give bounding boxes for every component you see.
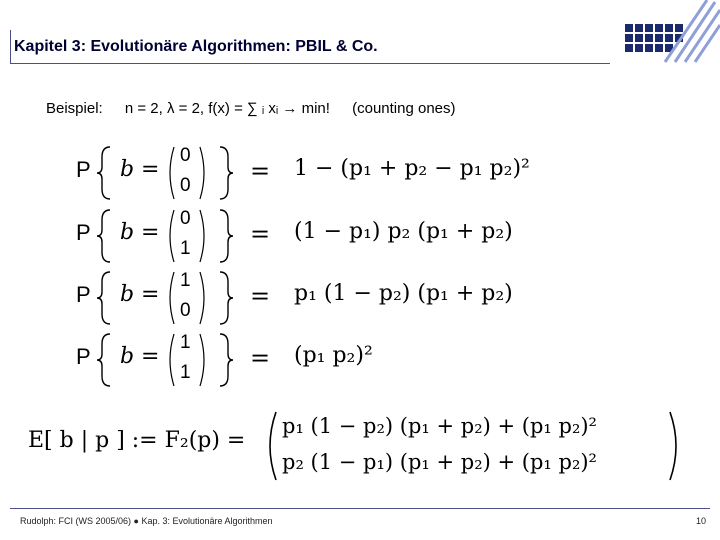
equals-sign: =: [141, 157, 160, 182]
example-note: (counting ones): [352, 100, 456, 117]
equals-sign: =: [250, 282, 271, 310]
expectation-row-2: p₂ (1 − p₁) (p₁ + p₂) + (p₁ p₂)²: [282, 450, 597, 474]
example-label: Beispiel:: [46, 100, 103, 117]
vector-top: 0: [180, 145, 191, 166]
slide-title: Kapitel 3: Evolutionäre Algorithmen: PBIL & Co.: [14, 38, 378, 55]
variable-b: b: [120, 282, 135, 307]
variable-b: b: [120, 157, 135, 182]
footer-rule: [10, 508, 710, 509]
set-braces: [96, 143, 236, 203]
footer-text: Rudolph: FCI (WS 2005/06) ● Kap. 3: Evolutionäre Algorithmen: [20, 516, 273, 526]
probability-expression: p₁ (1 − p₂) (p₁ + p₂): [294, 281, 513, 306]
prob-symbol: P: [76, 220, 91, 245]
vector-bottom: 0: [180, 175, 191, 196]
vector-bottom: 0: [180, 300, 191, 321]
prob-symbol: P: [76, 157, 91, 182]
university-logo-icon: [615, 0, 720, 64]
vector-top: 1: [180, 270, 191, 291]
page-number: 10: [695, 516, 706, 526]
set-braces: [96, 206, 236, 266]
probability-expression: 1 − (p₁ + p₂ − p₁ p₂)²: [294, 156, 530, 181]
equation-row: [0, 206, 720, 266]
vector-bottom: 1: [180, 362, 191, 383]
equation-row: [0, 330, 720, 390]
variable-b: b: [120, 344, 135, 369]
equals-sign: =: [141, 282, 160, 307]
vector-bottom: 1: [180, 238, 191, 259]
probability-expression: (p₁ p₂)²: [294, 343, 373, 368]
expectation-lhs: E[ b | p ] := F₂(p) =: [28, 428, 246, 453]
set-braces: [96, 330, 236, 390]
equals-sign: =: [250, 220, 271, 248]
equals-sign: =: [141, 220, 160, 245]
equals-sign: =: [250, 344, 271, 372]
vector-top: 0: [180, 208, 191, 229]
example-line: [46, 100, 456, 117]
title-frame-left: [10, 30, 11, 64]
set-braces: [96, 268, 236, 328]
prob-symbol: P: [76, 344, 91, 369]
equals-sign: =: [141, 344, 160, 369]
example-params: n = 2, λ = 2, f(x) = ∑ ᵢ xᵢ → min!: [124, 100, 330, 117]
vector-top: 1: [180, 332, 191, 353]
probability-expression: (1 − p₁) p₂ (p₁ + p₂): [294, 219, 513, 244]
equation-row: [0, 143, 720, 203]
prob-symbol: P: [76, 282, 91, 307]
title-underline: [10, 63, 610, 64]
equals-sign: =: [250, 157, 271, 185]
equation-row: [0, 268, 720, 328]
variable-b: b: [120, 220, 135, 245]
expectation-row-1: p₁ (1 − p₂) (p₁ + p₂) + (p₁ p₂)²: [282, 414, 597, 438]
